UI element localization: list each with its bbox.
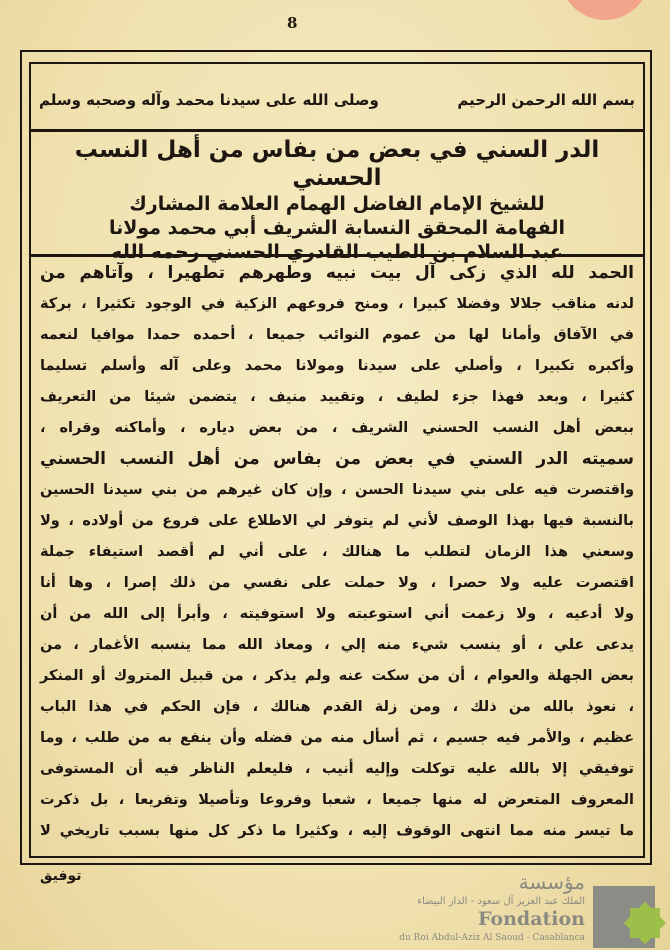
text-line: المعروف المتعرض له منها جميعا ، شعبا وفروعا وتأصيلا وتفريعا ، بل ذكرت [40,792,634,808]
text-line: توفيقي إلا بالله عليه توكلت وإليه أنيب ، فليعلم الناظر فيه أن المستوفى [40,761,634,777]
text-line: اقتصرت عليه ولا حصرا ، ولا حملت على نفسي من ذلك إصرا ، وها أنا [40,575,634,591]
text-line: سميته الدر السني في بعض من بفاس من أهل النسب الحسني [40,449,634,469]
text-line: في الآفاق وأمانا لها من عموم النوائب جميعا ، أحمده حمدا موافيا لنعمه [40,327,634,343]
watermark-french-sub: du Roi Abdul-Aziz Al Saoud - Casablanca [399,933,585,943]
watermark-arabic-name: مؤسسة [518,870,585,894]
invocation-line [31,70,643,132]
text-line: يدعى علي ، أو ينسب شيء منه إلي ، ومعاذ الله مما ينسبه الأغمار ، من [40,637,634,653]
title-block [31,136,643,263]
watermark-arabic-sub: الملك عبد العزيز آل سعود - الدار البيضاء [417,896,585,907]
corner-stamp [560,0,650,20]
text-line: عظيم ، والأمر فيه جسيم ، ثم أسأل منه من فضله وأن ينفع به من طلب ، وما [40,730,634,746]
watermark-french-name: Fondation [477,908,585,930]
text-line: واقتصرت فيه على بني سيدنا الحسن ، وإن كان غيرهم من بني سيدنا الحسين [40,482,634,498]
title-line: الدر السني في بعض من بفاس من أهل النسب الحسني [74,137,600,191]
text-line: ولا أدعيه ، ولا زعمت أني استوعبته ولا استوفيته ، وأبرأ إلى الله من أن [40,606,634,622]
title-line: الفهامة المحقق النسابة الشريف أبي محمد مولانا [108,217,566,239]
text-line: وسعني هذا الزمان لتطلب ما هنالك ، على أني لم أقصد استيفاء جملة [40,544,634,560]
title-line: عبد السلام بن الطيب القادري الحسني رحمه الله [111,241,563,263]
text-line: بعض الجهلة والعوام ، أن من سكت عنه ولم يذكر ، من قبيل المتروك أو المنكر [40,668,634,684]
text-line: الحمد لله الذي زكى آل بيت نبيه وطهرهم تطهيرا ، وآتاهم من [40,263,634,283]
text-line: بالنسبة فيها بهذا الوصف لأني لم يتوفر لي الاطلاع على فروع من أولاده ، ولا [40,513,634,529]
page-number: 8 [287,14,298,32]
star-icon [630,908,660,938]
catchword: توفيق [40,868,82,884]
title-line: للشيخ الإمام الفاضل الهمام العلامة المشارك [129,193,545,215]
text-line: ببعض أهل النسب الحسني الشريف ، من بعض دياره ، وأماكنه وقراه ، [40,420,634,436]
basmala: بسم الله الرحمن الرحيم [457,90,635,109]
text-line: وأكبره تكبيرا ، وأصلي على سيدنا ومولانا محمد وعلى آله وأسلم تسليما [40,358,634,374]
text-line: كثيرا ، وبعد فهذا جزء لطيف ، وتقييد منيف ، يتضمن شيئا من التعريف [40,389,634,405]
salat: وصلى الله على سيدنا محمد وآله وصحبه وسلم [39,90,379,109]
watermark-logo [399,868,660,948]
body-text [40,262,634,842]
text-line: لدنه مناقب جلالا وفضلا كبيرا ، ومنح فروعهم الزكية في الوجود تكثيرا ، بركة [40,296,634,312]
text-line: ، نعوذ بالله من ذلك ، ومن زلة القدم هنالك ، فإن الحكم في هذا الباب [40,699,634,715]
text-line: ما تيسر منه مما انتهى الوقوف إليه ، وكثيرا ما ذكر كل منها بسبب تاريخي لا [40,823,634,839]
